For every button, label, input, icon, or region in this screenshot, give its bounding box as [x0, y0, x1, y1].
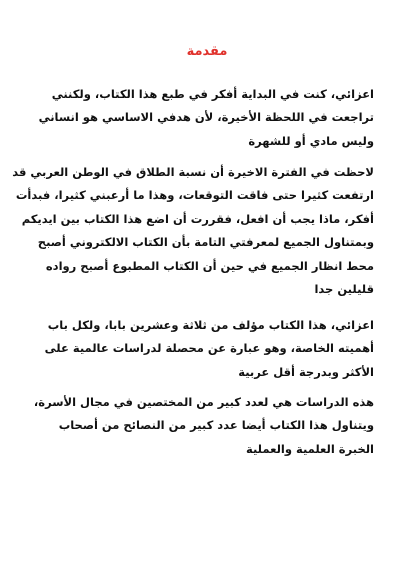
paragraph-line: تراجعت في اللحظة الأخيرة، لأن هدفي الاساسي هو انساني — [38, 110, 374, 125]
paragraph-4 — [34, 391, 374, 461]
paragraph-line: الخبرة العلمية والعملية — [246, 441, 374, 456]
paragraph-line: محط انظار الجميع في حين أن الكتاب المطبوع أصبح رواده — [45, 258, 374, 273]
paragraph-line: ويتناول هذا الكتاب أيضا عدد كبير من النصائح من أصحاب — [58, 418, 374, 433]
paragraph-1 — [34, 83, 374, 153]
paragraph-line: وبمتناول الجميع لمعرفتي التامة بأن الكتاب الالكتروني أصبح — [37, 235, 374, 250]
paragraph-2 — [12, 161, 374, 301]
paragraph-line: قليلين جدا — [314, 282, 374, 297]
paragraph-line: اعزائي، هذا الكتاب مؤلف من ثلاثة وعشرين بابا، ولكل باب — [47, 318, 374, 332]
paragraph-line: الأكثر وبدرجة أقل عربية — [238, 364, 374, 379]
page-title: مقدمة — [186, 44, 228, 59]
paragraph-line: لاحظت في الفترة الاخيرة أن نسبة الطلاق في الوطن العربي قد — [12, 165, 374, 179]
paragraph-line: أهميته الخاصة، وهو عبارة عن محصلة لدراسات عالمية على — [44, 341, 374, 356]
paragraph-3 — [34, 314, 374, 384]
paragraph-line: وليس مادي أو للشهرة — [248, 133, 374, 148]
paragraph-line: هذه الدراسات هي لعدد كبير من المختصين في مجال الأسرة، — [33, 395, 374, 409]
paragraph-line: اعزائي، كنت في البداية أفكر في طبع هذا الكتاب، ولكنني — [51, 87, 374, 101]
paragraph-line: ارتفعت كثيرا حتى فاقت التوقعات، وهذا ما أرعبني كثيرا، فبدأت — [15, 188, 374, 203]
paragraph-line: أفكر، ماذا يجب أن افعل، فقررت أن اضع هذا الكتاب بين ايديكم — [21, 211, 374, 226]
